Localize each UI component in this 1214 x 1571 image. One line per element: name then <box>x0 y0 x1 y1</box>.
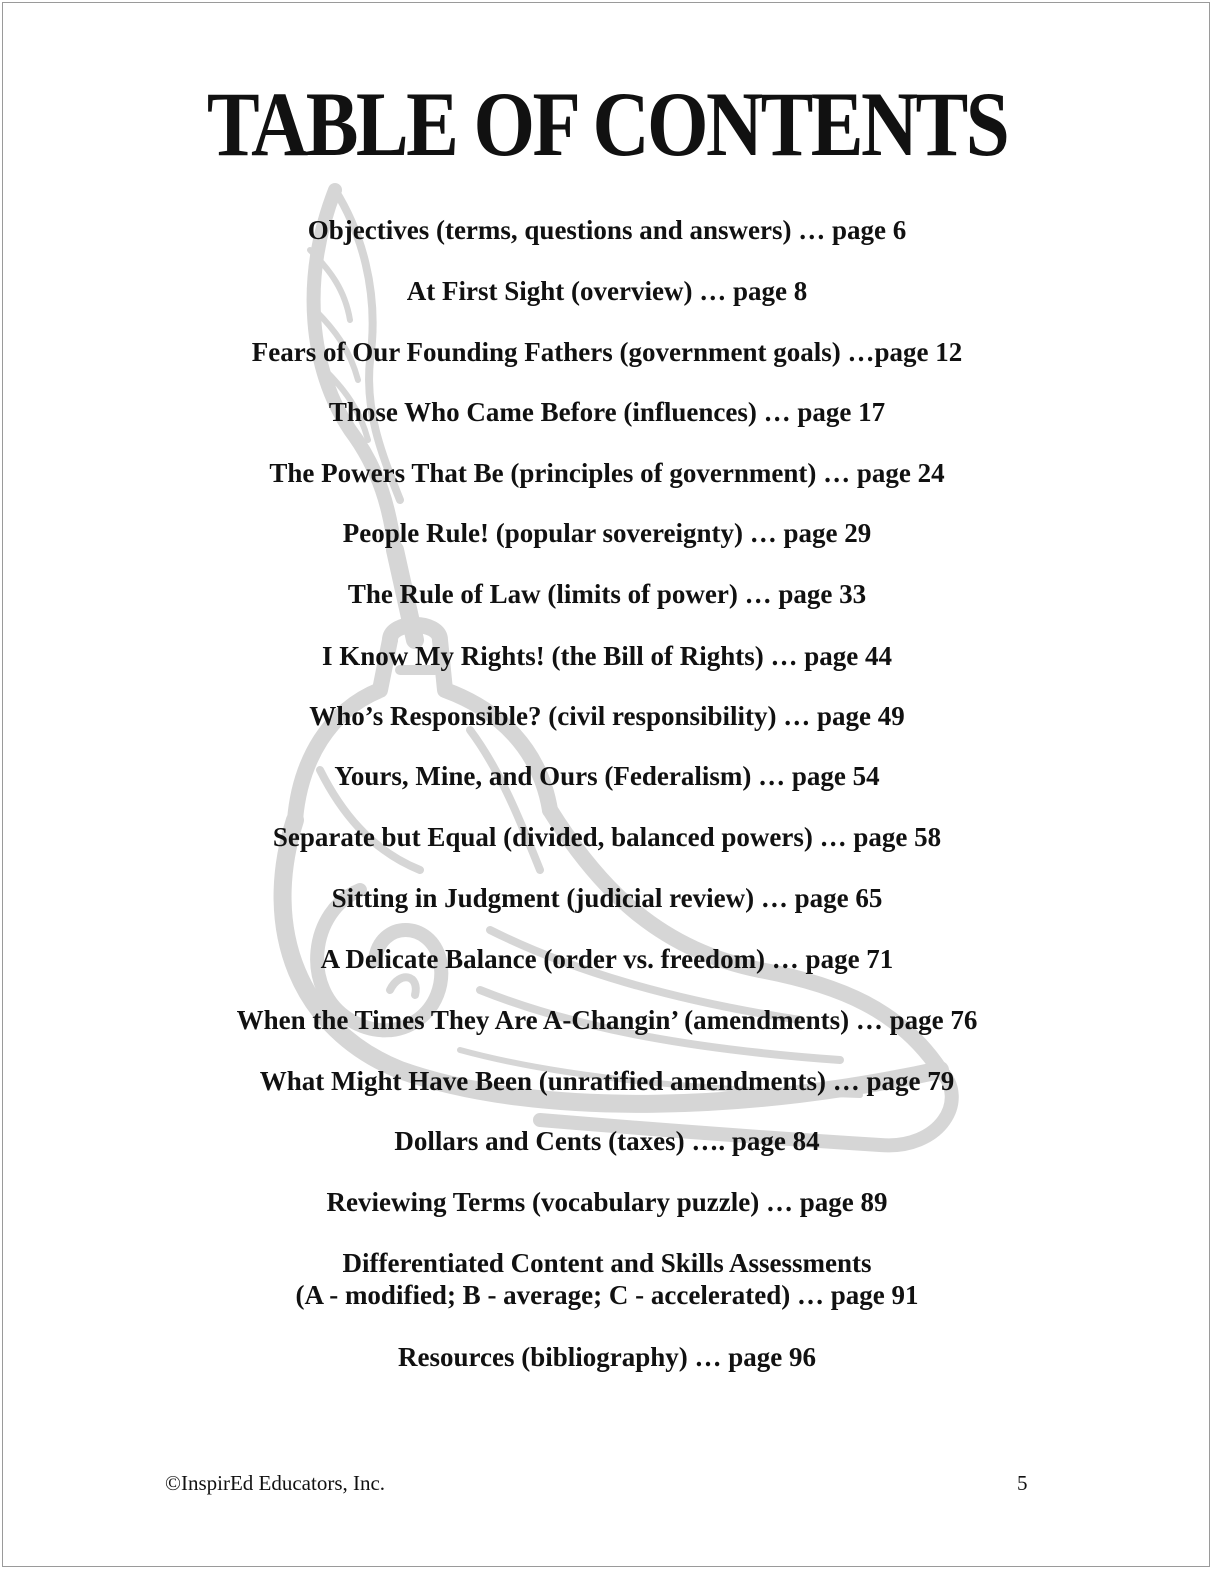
toc-entry-yours-mine-and-ours: Yours, Mine, and Ours (Federalism) … page 54 <box>334 761 880 791</box>
toc-entry-people-rule: People Rule! (popular sovereignty) … page 29 <box>342 518 872 548</box>
toc-entry-whos-responsible: Who’s Responsible? (civil responsibility) … page 49 <box>309 701 905 731</box>
footer-page-number: 5 <box>1017 1471 1028 1495</box>
page-title: TABLE OF CONTENTS <box>206 73 1008 175</box>
toc-entry-a-delicate-balance: A Delicate Balance (order vs. freedom) … page 71 <box>320 944 894 974</box>
toc-entry-differentiated-assessments <box>0 1247 1214 1311</box>
toc-entry-what-might-have-been: What Might Have Been (unratified amendments) … page 79 <box>259 1066 955 1096</box>
toc-entry-when-the-times-they-are-a-changin: When the Times They Are A-Changin’ (amendments) … page 76 <box>236 1005 978 1035</box>
toc-entry-reviewing-terms: Reviewing Terms (vocabulary puzzle) … page 89 <box>326 1187 888 1217</box>
footer-copyright: ©InspirEd Educators, Inc. <box>165 1471 386 1495</box>
toc-entry-line-1: Differentiated Content and Skills Assessments <box>342 1248 872 1278</box>
toc-entry-fears-of-our-founding-fathers: Fears of Our Founding Fathers (government goals) …page 12 <box>251 337 963 367</box>
toc-entry-the-powers-that-be: The Powers That Be (principles of government) … page 24 <box>269 458 945 488</box>
toc-entry-at-first-sight: At First Sight (overview) … page 8 <box>406 276 808 306</box>
toc-entry-dollars-and-cents: Dollars and Cents (taxes) …. page 84 <box>394 1126 820 1156</box>
toc-entry-objectives: Objectives (terms, questions and answers) … page 6 <box>307 215 907 245</box>
toc-entry-line-2: (A - modified; B - average; C - accelerated) … page 91 <box>295 1280 919 1310</box>
toc-entry-i-know-my-rights: I Know My Rights! (the Bill of Rights) … page 44 <box>321 641 892 671</box>
toc-entry-resources: Resources (bibliography) … page 96 <box>397 1342 816 1372</box>
toc-entry-separate-but-equal: Separate but Equal (divided, balanced powers) … page 58 <box>272 822 942 852</box>
toc-entry-the-rule-of-law: The Rule of Law (limits of power) … page 33 <box>347 579 867 609</box>
toc-entry-sitting-in-judgment: Sitting in Judgment (judicial review) … page 65 <box>331 883 883 913</box>
toc-entry-those-who-came-before: Those Who Came Before (influences) … page 17 <box>328 397 886 427</box>
